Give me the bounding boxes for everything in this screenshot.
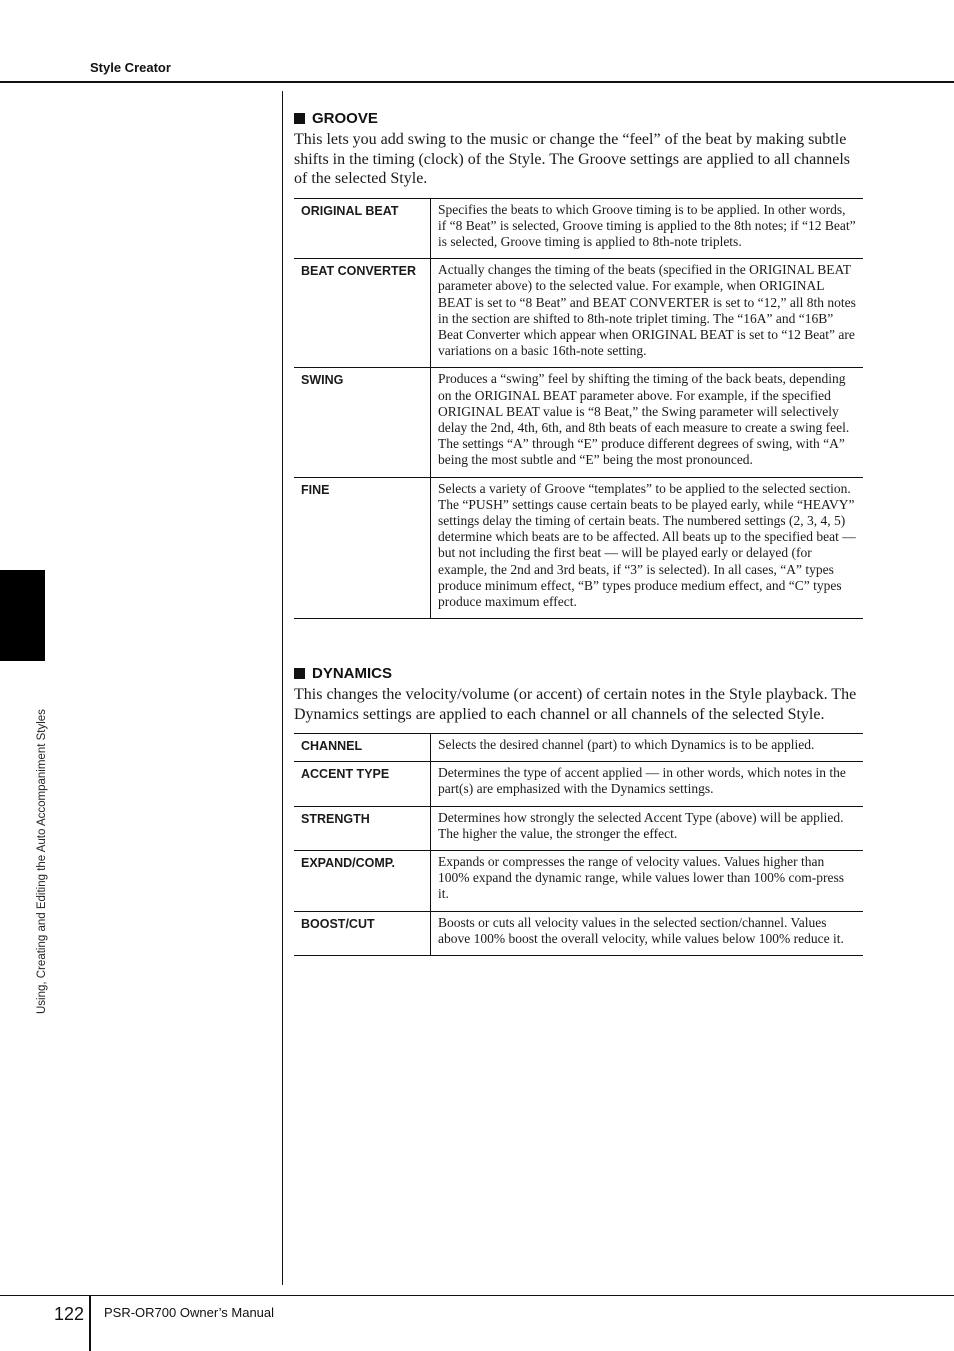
groove-table [294,198,863,620]
param-name: FINE [294,477,431,619]
table-row [294,734,863,762]
footer-divider [89,1295,91,1351]
square-bullet-icon [294,668,305,679]
table-row [294,259,863,368]
param-description: Determines how strongly the selected Accent Type (above) will be applied. The higher the value, the stronger the effect. [438,809,844,841]
manual-title: PSR-OR700 Owner’s Manual [104,1305,275,1320]
page-number: 122 [54,1304,85,1324]
table-row [294,806,863,850]
table-row [294,911,863,955]
table-row [294,477,863,619]
param-description: Actually changes the timing of the beats (specified in the ORIGINAL BEAT parameter above) to the selected value. For example, when ORIGINAL BEAT is set to “8 Beat” and BEAT CONVERTER is set to “12,” all 8th notes in the section are shifted to 8th-note triplet timing. The “16A” and “16B” Beat Converter which appear when ORIGINAL BEAT is set to “12 Beat” are variations on a basic 16th-note setting. [438,262,856,359]
param-description: Selects the desired channel (part) to which Dynamics is to be applied. [438,737,815,752]
table-row [294,762,863,806]
param-description: Selects a variety of Groove “templates” to be applied to the selected section. The “PUSH” settings cause certain beats to be played early, while “HEAVY” settings delay the timing of certain beats. The numbered settings (2, 3, 4, 5) determine which beats are to be affected. All beats up to the specified beat — but not including the first beat — will be played early or delayed (for example, the 2nd and 3rd beats, if “3” is selected). In all cases, “A” types produce minimum effect, “B” types produce medium effect, and “C” types produce maximum effect. [438,480,856,609]
param-description: Boosts or cuts all velocity values in the selected section/channel. Values above 100% boost the overall velocity, while values below 100% reduce it. [438,914,844,946]
param-name: ORIGINAL BEAT [294,198,431,259]
param-name: STRENGTH [294,806,431,850]
groove-section [294,110,863,619]
param-description: Specifies the beats to which Groove timing is to be applied. In other words, if “8 Beat” is selected, Groove timing is applied to the 8th notes; if “12 Beat” is selected, Groove timing is applied to 8th-note triplets. [438,201,856,249]
running-header: Style Creator [90,60,171,75]
table-row [294,198,863,259]
param-name: CHANNEL [294,734,431,762]
param-description: Determines the type of accent applied — in other words, which notes in the part(s) are emphasized with the Dynamics settings. [438,765,846,797]
groove-heading [294,110,863,127]
param-name: BOOST/CUT [294,911,431,955]
param-description: Produces a “swing” feel by shifting the timing of the back beats, depending on the ORIGINAL BEAT parameter above. For example, if the specified ORIGINAL BEAT value is “8 Beat,” the Swing parameter will selectively delay the 2nd, 4th, 6th, and 8th beats of each measure to create a swing feel. The settings “A” through “E” produce different degrees of swing, with “A” being the most subtle and “E” being the most pronounced. [438,371,850,468]
table-row [294,368,863,477]
groove-heading-text: GROOVE [312,110,378,127]
param-description: Expands or compresses the range of velocity values. Values higher than 100% expand the dynamic range, while values lower than 100% com-press it. [438,854,845,902]
dynamics-intro: This changes the velocity/volume (or accent) of certain notes in the Style playback. The Dynamics settings are applied to each channel or all channels of the selected Style. [294,686,857,723]
chapter-tab-marker [0,570,45,661]
column-rule [282,91,283,1285]
square-bullet-icon [294,113,305,124]
footer-rule [0,1295,954,1296]
dynamics-heading [294,665,863,682]
dynamics-heading-text: DYNAMICS [312,665,393,682]
dynamics-section [294,665,863,956]
dynamics-table [294,733,863,956]
groove-intro: This lets you add swing to the music or change the “feel” of the beat by making subtle shifts in the timing (clock) of the Style. The Groove settings are applied to all channels of the selected Style. [294,131,851,187]
table-row [294,851,863,912]
chapter-side-label: Using, Creating and Editing the Auto Accompaniment Styles [36,709,48,1014]
param-name: BEAT CONVERTER [294,259,431,368]
param-name: SWING [294,368,431,477]
param-name: EXPAND/COMP. [294,851,431,912]
param-name: ACCENT TYPE [294,762,431,806]
header-rule [0,81,954,83]
